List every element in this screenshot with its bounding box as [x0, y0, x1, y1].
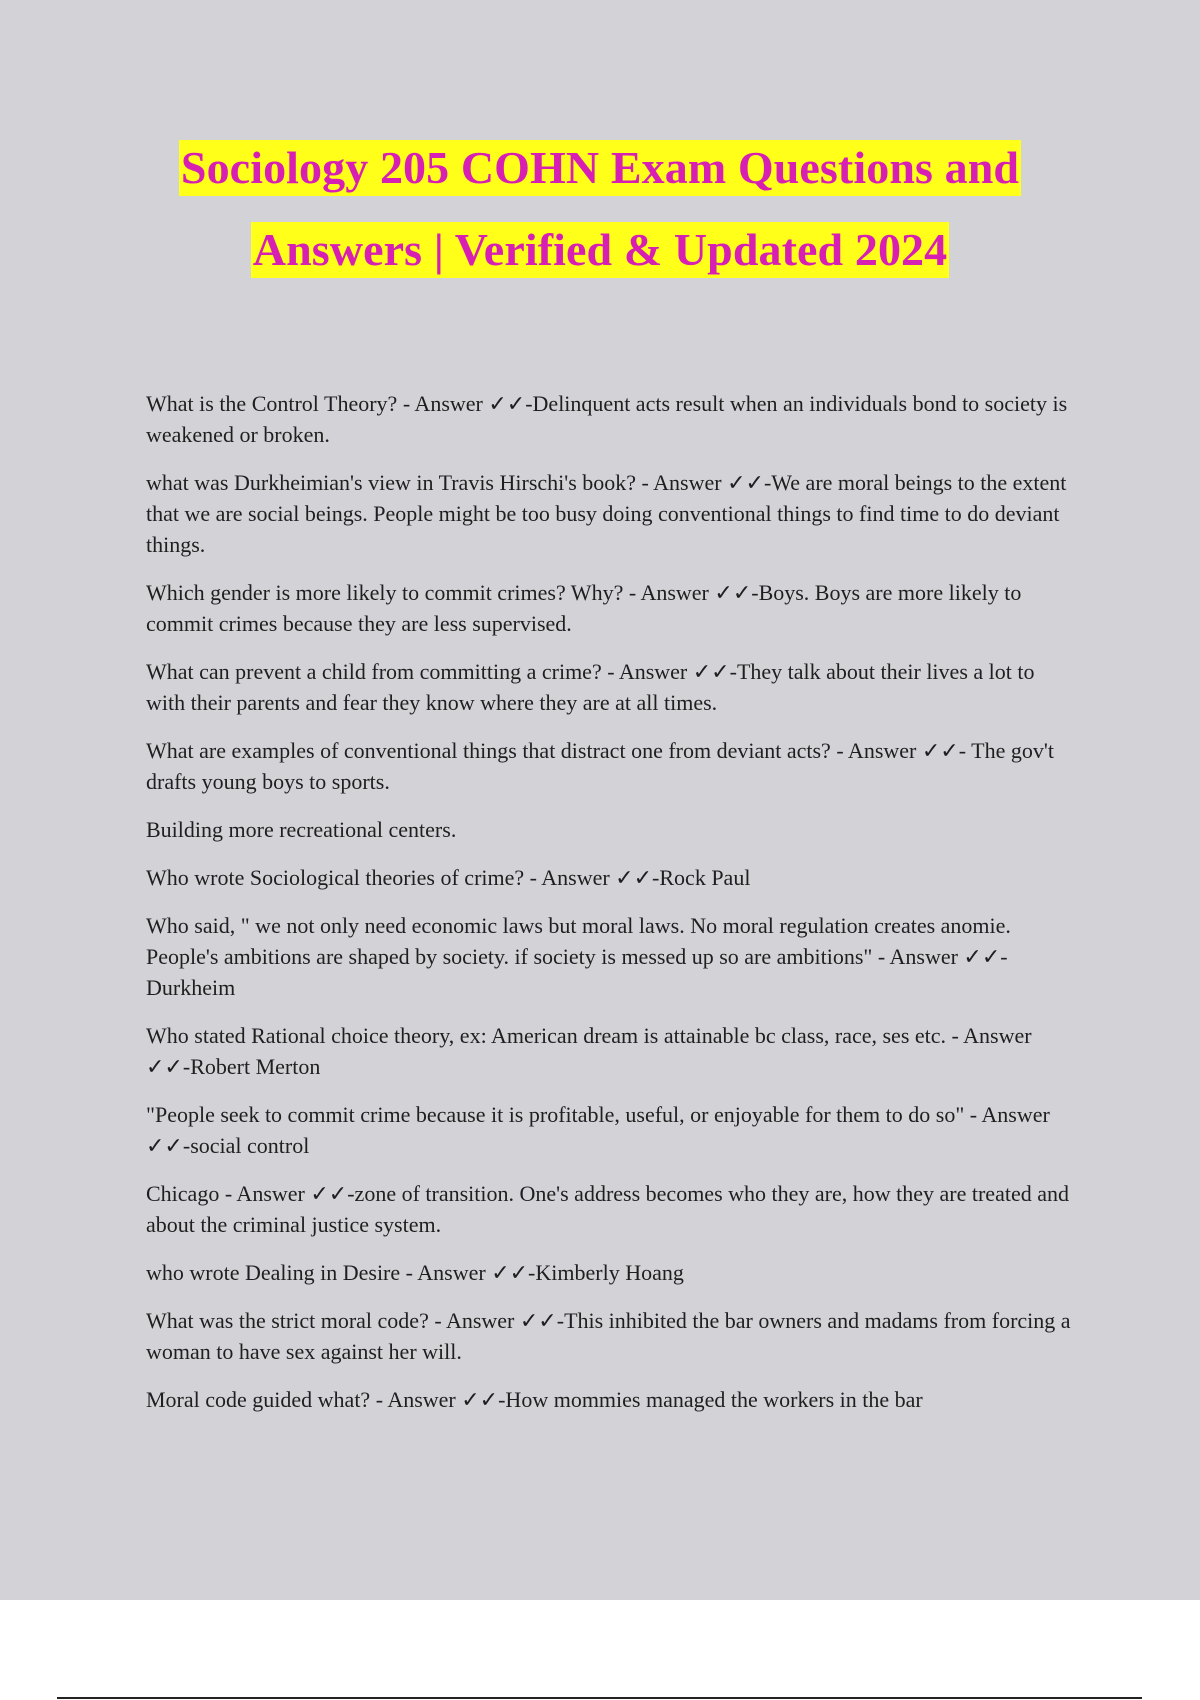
next-page-margin [0, 1600, 1200, 1700]
qa-item-3: Which gender is more likely to commit crimes? Why? - Answer ✓✓-Boys. Boys are more likely to commit crimes because they are less supervised. [146, 580, 1022, 636]
title-line-2: Answers | Verified & Updated 2024 [251, 222, 950, 278]
qa-item-14: Moral code guided what? - Answer ✓✓-How mommies managed the workers in the bar [146, 1387, 923, 1412]
qa-item-5: What are examples of conventional things that distract one from deviant acts? - Answer ✓✓- The gov't drafts young boys to sports. [146, 738, 1054, 794]
qa-item-12: who wrote Dealing in Desire - Answer ✓✓-Kimberly Hoang [146, 1260, 684, 1285]
qa-item-6: Building more recreational centers. [146, 817, 457, 842]
qa-item-7: Who wrote Sociological theories of crime? - Answer ✓✓-Rock Paul [146, 865, 751, 890]
qa-item-11: Chicago - Answer ✓✓-zone of transition. One's address becomes who they are, how they are treated and about the criminal justice system. [146, 1181, 1069, 1237]
qa-item-13: What was the strict moral code? - Answer ✓✓-This inhibited the bar owners and madams from forcing a woman to have sex against her will. [146, 1308, 1071, 1364]
qa-item-9: Who stated Rational choice theory, ex: American dream is attainable bc class, race, ses etc. - Answer ✓✓-Robert Merton [146, 1023, 1032, 1079]
qa-item-1: What is the Control Theory? - Answer ✓✓-Delinquent acts result when an individuals bond to society is weakened or broken. [146, 391, 1068, 447]
qa-item-2: what was Durkheimian's view in Travis Hirschi's book? - Answer ✓✓-We are moral beings to the extent that we are social beings. People might be too busy doing conventional things to find time to do deviant things. [146, 470, 1067, 557]
document-title [0, 140, 1200, 278]
qa-item-10: "People seek to commit crime because it is profitable, useful, or enjoyable for them to do so" - Answer ✓✓-social control [146, 1102, 1050, 1158]
qa-item-8: Who said, " we not only need economic laws but moral laws. No moral regulation creates anomie. People's ambitions are shaped by society. if society is messed up so are ambitions" - Answer ✓✓-Durkheim [146, 913, 1011, 1000]
page-divider-line [57, 1697, 1142, 1699]
title-line-1: Sociology 205 COHN Exam Questions and [179, 140, 1021, 196]
qa-list [146, 388, 1076, 1432]
qa-item-4: What can prevent a child from committing a crime? - Answer ✓✓-They talk about their lives a lot to with their parents and fear they know where they are at all times. [146, 659, 1035, 715]
